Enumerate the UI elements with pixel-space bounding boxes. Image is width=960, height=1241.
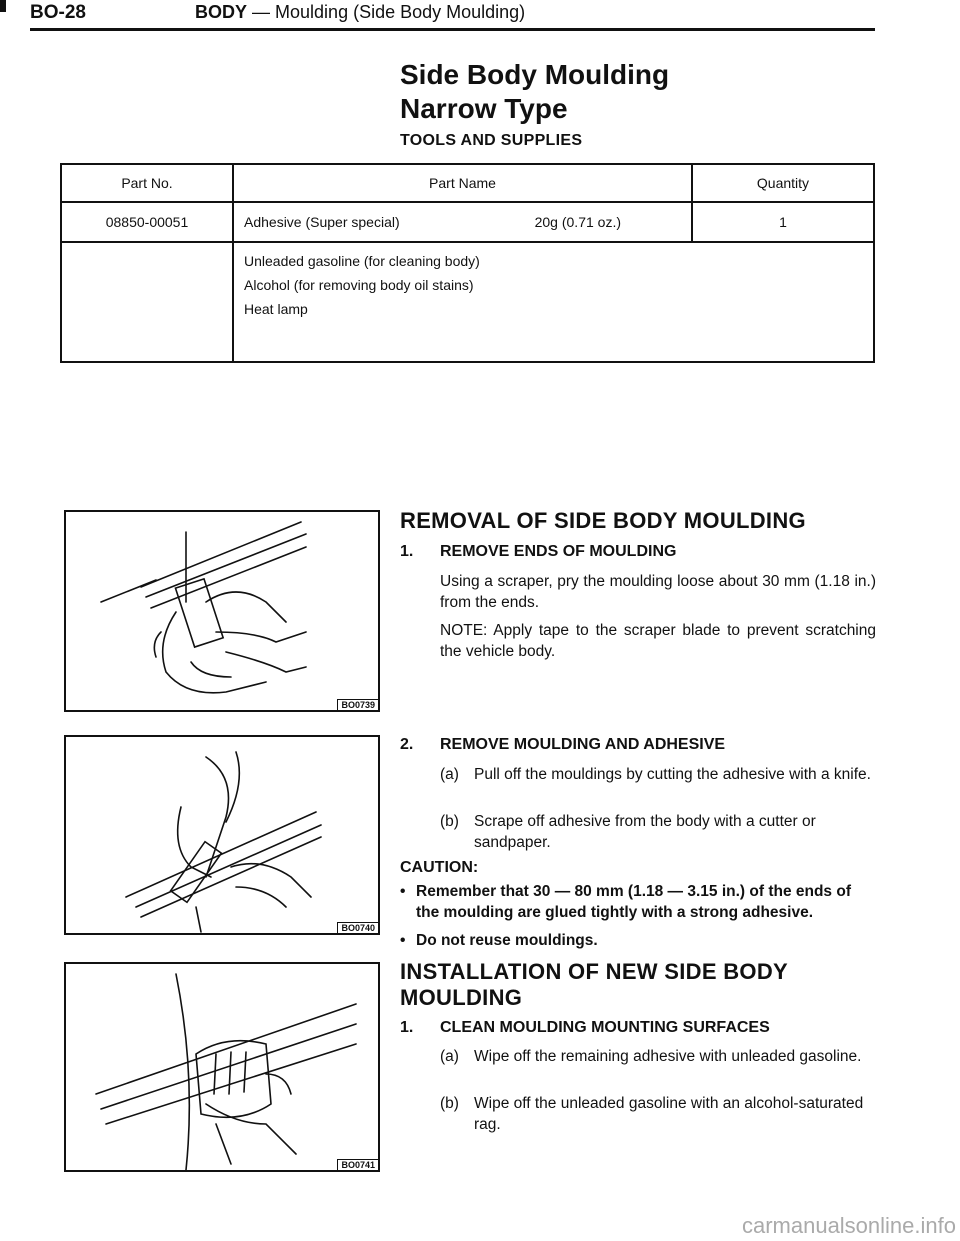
watermark: carmanualsonline.info xyxy=(741,1213,956,1238)
cell-empty xyxy=(61,242,233,362)
removal-section-title: REMOVAL OF SIDE BODY MOULDING xyxy=(400,508,806,533)
part-name-text: Adhesive (Super special) xyxy=(244,214,400,230)
tools-table xyxy=(60,163,875,363)
caution-label: CAUTION: xyxy=(400,859,479,876)
tools-table-header xyxy=(61,164,874,202)
cell-part-no: 08850-00051 xyxy=(61,202,233,242)
installation-title-line1: INSTALLATION OF NEW SIDE BODY xyxy=(400,959,788,984)
installation-step1-b xyxy=(440,1093,876,1135)
supply-item: Alcohol (for removing body oil stains) xyxy=(244,277,474,293)
page-corner-mark xyxy=(0,0,6,12)
figure-code: BO0741 xyxy=(337,1159,378,1170)
bullet-dot: • xyxy=(400,883,406,900)
step-title: REMOVE ENDS OF MOULDING xyxy=(440,543,677,560)
knife-drawing xyxy=(66,737,378,933)
step-title: REMOVE MOULDING AND ADHESIVE xyxy=(440,736,726,753)
bullet-text: Remember that 30 — 80 mm (1.18 — 3.15 in.) of the ends of the moulding are glued tightly with a strong adhesive. xyxy=(416,883,851,921)
sub-label: (a) xyxy=(440,1048,459,1065)
bullet-text: Do not reuse mouldings. xyxy=(416,932,598,949)
header-quantity: Quantity xyxy=(692,164,874,202)
header-part-no: Part No. xyxy=(61,164,233,202)
supply-item: Unleaded gasoline (for cleaning body) xyxy=(244,253,480,269)
sub-label: (a) xyxy=(440,766,459,783)
tools-heading: TOOLS AND SUPPLIES xyxy=(400,132,583,149)
cell-supplies xyxy=(233,242,874,362)
installation-section-title xyxy=(400,959,788,1011)
removal-step2-b xyxy=(440,811,876,853)
page-title xyxy=(400,58,669,126)
step-title: CLEAN MOULDING MOUNTING SURFACES xyxy=(440,1019,770,1036)
header-section: BODY xyxy=(195,2,248,22)
page-number: BO-28 xyxy=(30,2,86,23)
cell-quantity: 1 xyxy=(692,202,874,242)
figure-knife-illustration xyxy=(64,735,380,935)
removal-step2-a xyxy=(440,764,876,785)
sub-text: Wipe off the unleaded gasoline with an alcohol-saturated rag. xyxy=(474,1095,864,1133)
sub-text: Scrape off adhesive from the body with a cutter or sandpaper. xyxy=(474,813,816,851)
rag-drawing xyxy=(66,964,378,1170)
figure-code: BO0739 xyxy=(337,699,378,710)
figure-code: BO0740 xyxy=(337,922,378,933)
header-part-name: Part Name xyxy=(233,164,692,202)
removal-step1-note: NOTE: Apply tape to the scraper blade to prevent scratching the vehicle body. xyxy=(440,622,876,660)
removal-step2-heading xyxy=(400,736,725,754)
header-rule xyxy=(30,28,875,31)
removal-step1-heading xyxy=(400,543,676,561)
sub-text: Pull off the mouldings by cutting the adhesive with a knife. xyxy=(474,766,871,783)
header-dash: — xyxy=(247,2,276,22)
caution-bullet xyxy=(400,930,876,951)
table-row xyxy=(61,242,874,362)
page-title-line1: Side Body Moulding xyxy=(400,59,670,90)
sub-text: Wipe off the remaining adhesive with unleaded gasoline. xyxy=(474,1048,862,1065)
step-number: 1. xyxy=(400,543,414,560)
cell-part-name xyxy=(233,202,692,242)
installation-title-line2: MOULDING xyxy=(400,985,523,1010)
scraper-drawing xyxy=(66,512,378,710)
step-number: 2. xyxy=(400,736,414,753)
supply-item: Heat lamp xyxy=(244,301,308,317)
installation-step1-a xyxy=(440,1046,876,1067)
sub-label: (b) xyxy=(440,1095,459,1112)
figure-rag-illustration xyxy=(64,962,380,1172)
figure-scraper-illustration xyxy=(64,510,380,712)
step-number: 1. xyxy=(400,1019,414,1036)
part-amount-text: 20g (0.71 oz.) xyxy=(534,214,621,230)
bullet-dot: • xyxy=(400,932,406,949)
removal-step1-text: Using a scraper, pry the moulding loose about 30 mm (1.18 in.) from the ends. xyxy=(440,573,876,611)
header-subsection: Moulding (Side Body Moulding) xyxy=(275,2,526,22)
sub-label: (b) xyxy=(440,813,459,830)
installation-step1-heading xyxy=(400,1019,770,1037)
table-row xyxy=(61,202,874,242)
page-title-line2: Narrow Type xyxy=(400,93,568,124)
running-header xyxy=(195,2,525,23)
caution-bullet xyxy=(400,881,876,923)
